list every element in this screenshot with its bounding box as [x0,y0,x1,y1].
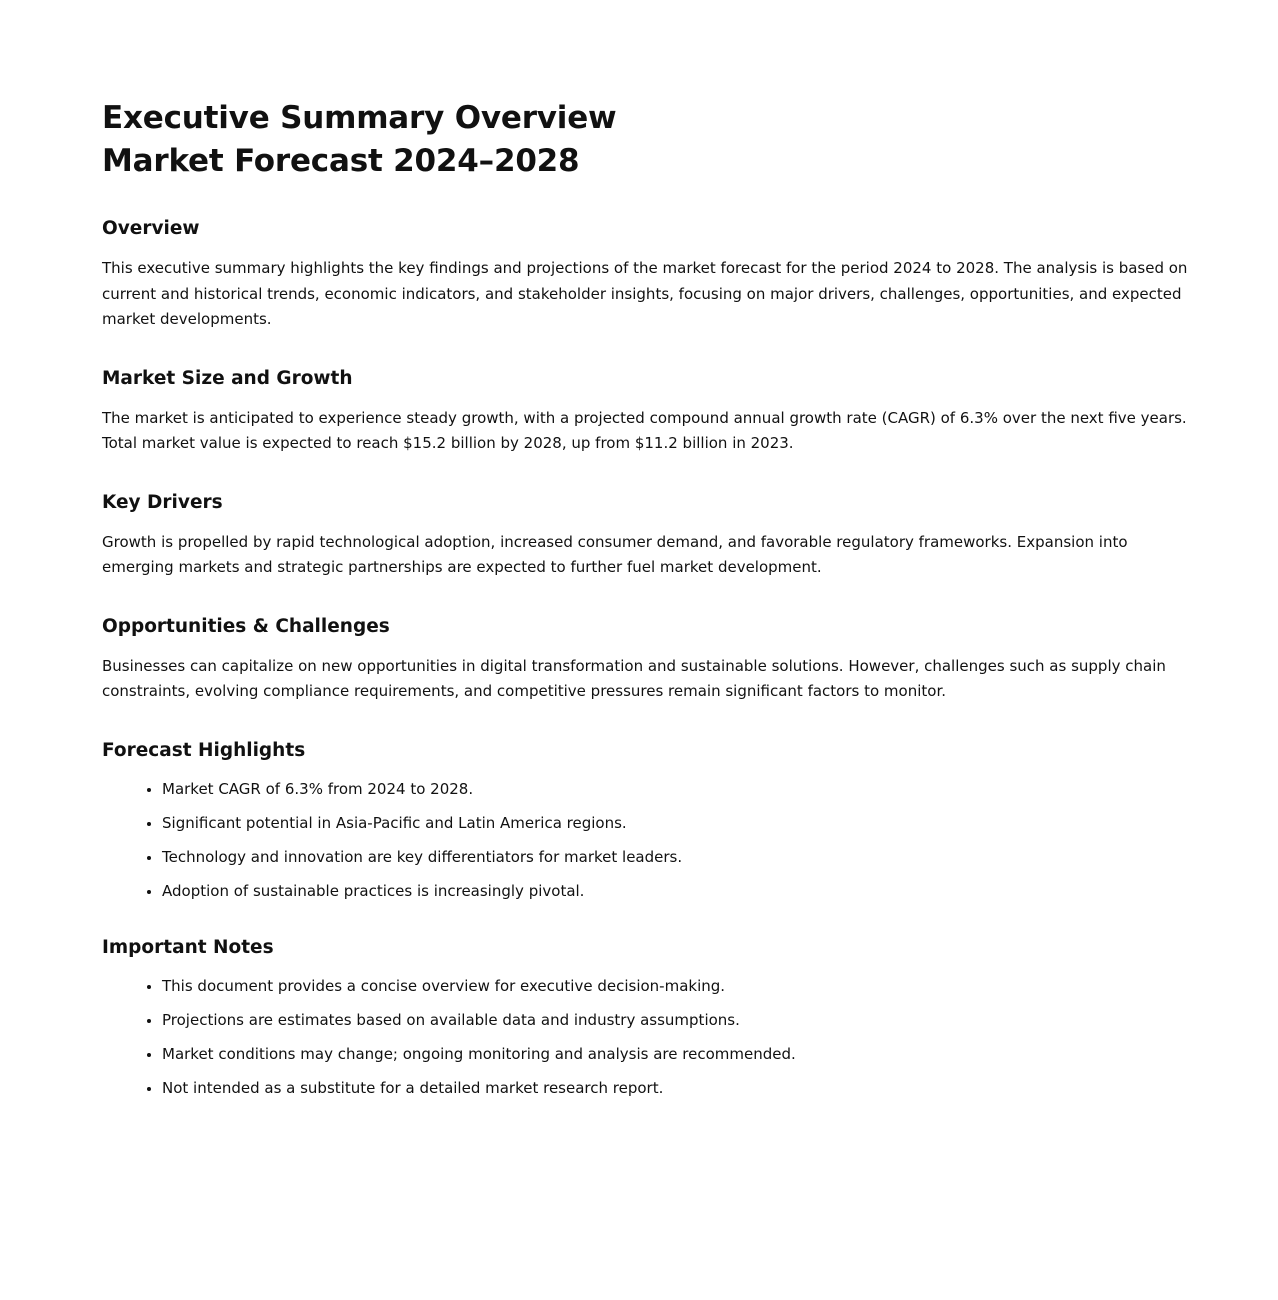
list-item: • Projections are estimates based on available data and industry assumptions. [162,1009,1188,1031]
list-item: • Technology and innovation are key differentiators for market leaders. [162,846,1188,868]
list-item: • Adoption of sustainable practices is increasingly pivotal. [162,880,1188,902]
list-item: • Not intended as a substitute for a detailed market research report. [162,1077,1188,1099]
section-body-key-drivers: Growth is propelled by rapid technological adoption, increased consumer demand, and favorable regulatory frameworks. Expansion into emerging markets and strategic partnerships are expected to further fuel market development. [102,532,1128,576]
section-heading-overview: Overview [102,218,200,239]
list-item: • Market CAGR of 6.3% from 2024 to 2028. [162,778,1188,800]
important-notes-list [102,975,1188,1099]
section-body-opportunities: Businesses can capitalize on new opportunities in digital transformation and sustainable solutions. However, challenges such as supply chain constraints, evolving compliance requirements, and competitive pressures remain significant factors to monitor. [102,656,1166,700]
section-overview [102,216,1188,333]
section-body-overview: This executive summary highlights the key findings and projections of the market forecast for the period 2024 to 2028. The analysis is based on current and historical trends, economic indicators, and stakeholder insights, focusing on major drivers, challenges, opportunities, and expected market developments. [102,259,1188,328]
section-heading-key-drivers: Key Drivers [102,491,223,513]
list-item: • Significant potential in Asia-Pacific and Latin America regions. [162,812,1188,834]
forecast-highlights-list [102,778,1188,902]
section-heading-market-size: Market Size and Growth [102,367,353,389]
list-item: • Market conditions may change; ongoing monitoring and analysis are recommended. [162,1043,1188,1065]
title-line-2: Market Forecast 2024–2028 [102,143,580,179]
section-key-drivers [102,490,1188,581]
section-heading-important-notes: Important Notes [102,936,274,958]
section-important-notes [102,935,1188,1099]
page-title [102,97,1188,183]
section-opportunities [102,614,1188,705]
section-heading-opportunities: Opportunities & Challenges [102,615,390,637]
list-item: • This document provides a concise overview for executive decision-making. [162,975,1188,997]
title-line-1: Executive Summary Overview [102,100,617,136]
section-market-size [102,366,1188,457]
section-forecast-highlights [102,738,1188,902]
section-heading-forecast-highlights: Forecast Highlights [102,739,306,761]
section-body-market-size: The market is anticipated to experience steady growth, with a projected compound annual growth rate (CAGR) of 6.3% over the next five years. Total market value is expected to reach $15.2 billion by 2028, up from $11.2 billion in 2023. [102,408,1187,452]
